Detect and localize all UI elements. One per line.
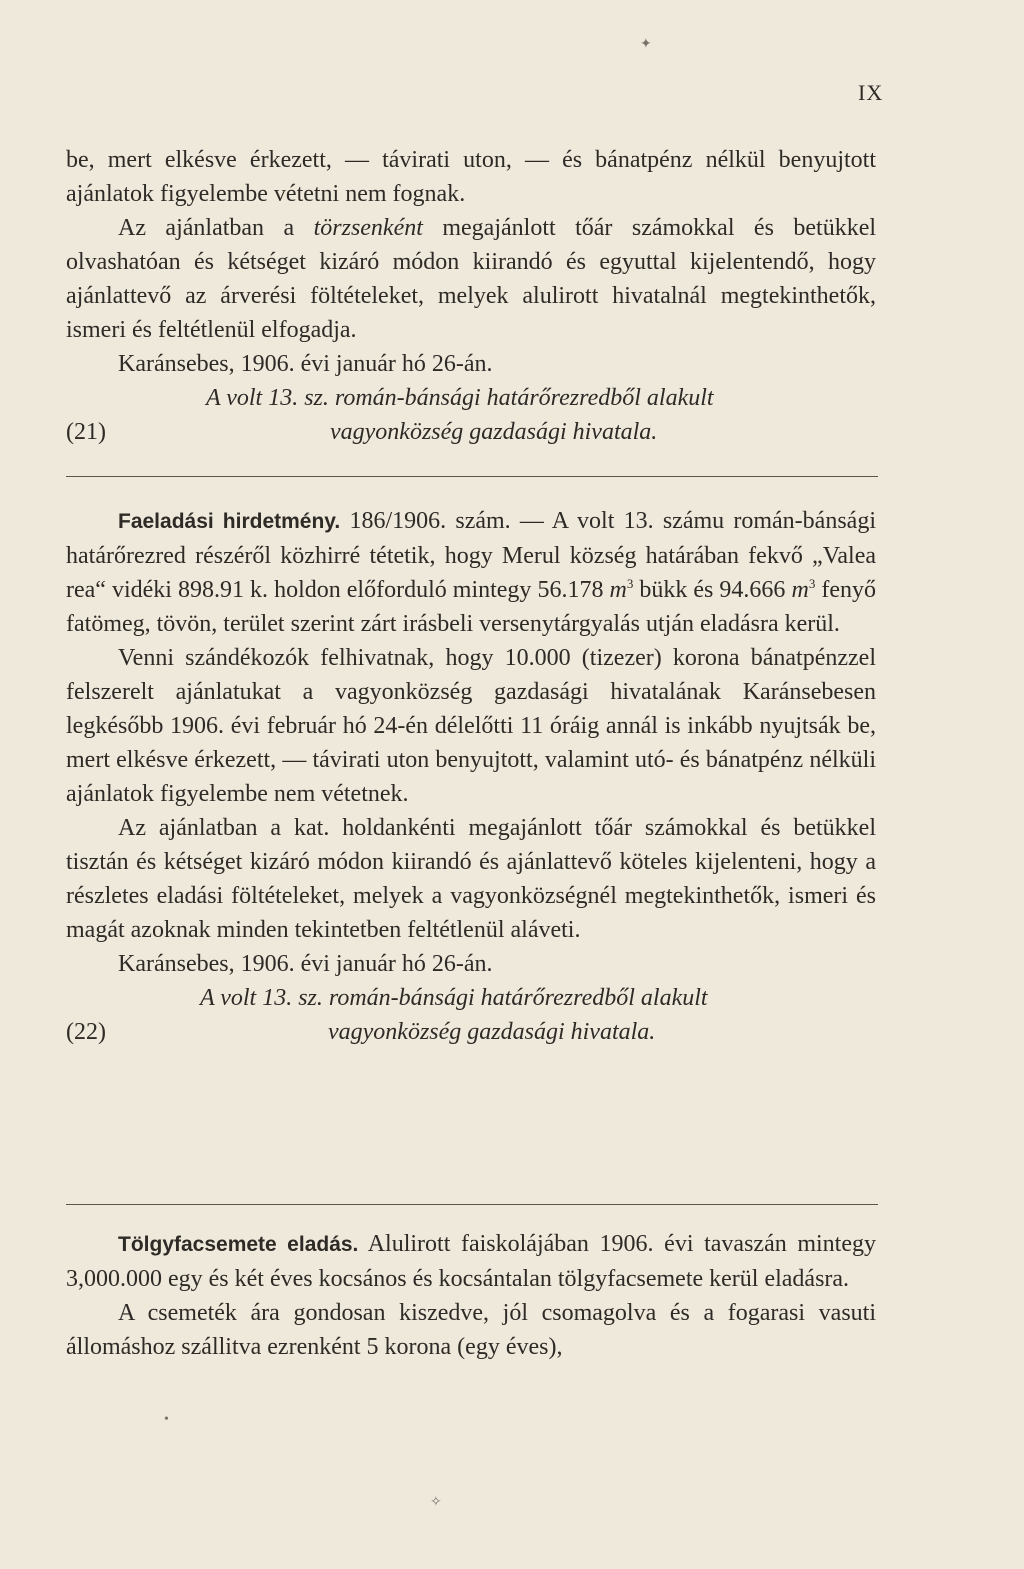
paragraph: Venni szándékozók felhivatnak, hogy 10.000 (tizezer) korona bánatpénzzel felszerelt ajánlatukat a vagyonközség gazdasági hivatalának Karánsebesen legkésőbb 1906. évi február hó 24-én délelőtti 11 óráig annál is inkább nyujtsák be, mert elkésve érkezett, — távirati uton benyujtott, valamint utó- és bánatpénz nélküli ajánlatok figyelembe nem vétetnek.: [66, 645, 876, 807]
paragraph: be, mert elkésve érkezett, — távirati uton, — és bánatpénz nélkül benyujtott ajánlatok figyelembe vétetni nem fognak.: [66, 147, 876, 207]
notice-number: (21): [66, 419, 106, 445]
section-3: [66, 1227, 876, 1364]
section-1: [66, 143, 876, 449]
paragraph: Faeladási hirdetmény. 186/1906. szám. — A volt 13. számu román-bánsági határőrezred részéről közhirré tétetik, hogy Merul község határában fekvő „Valea rea“ vidéki 898.91 k. holdon előforduló mintegy 56.178 $m^3$ bükk és 94.666 $m^3$ fenyő fatömeg, tövön, terület szerint zárt irásbeli versenytárgyalás utján eladásra kerül.: [66, 508, 876, 637]
paragraph: Tölgyfacsemete eladás. Alulirott faiskolájában 1906. évi tavaszán mintegy 3,000.000 egy és két éves kocsános és kocsántalan tölgyfacsemete kerül eladásra.: [66, 1231, 876, 1292]
notice-heading: Faeladási hirdetmény.: [118, 510, 341, 533]
notice-number: (22): [66, 1019, 106, 1045]
divider: [66, 476, 878, 477]
section-2: [66, 504, 876, 1049]
page-number: IX: [858, 80, 884, 105]
date-line: Karánsebes, 1906. évi január hó 26-án.: [118, 351, 493, 377]
ink-speck: •: [164, 1412, 169, 1427]
ink-speck: ✦: [640, 37, 652, 52]
emphasis: törzsenként: [313, 215, 423, 241]
signature-line-1: A volt 13. sz. román-bánsági határőrezredből alakult: [206, 385, 714, 411]
notice-heading: Tölgyfacsemete eladás.: [118, 1233, 359, 1256]
ink-speck: ✧: [430, 1495, 442, 1510]
paragraph: A csemeték ára gondosan kiszedve, jól csomagolva és a fogarasi vasuti állomáshoz szállitva ezrenként 5 korona (egy éves),: [66, 1300, 876, 1360]
signature-line-2: (22) vagyonközség gazdasági hivatala.: [66, 1015, 876, 1049]
paragraph: Az ajánlatban a kat. holdankénti megajánlott tőár számokkal és betükkel tisztán és kétséget kizáró módon kiirandó és ajánlattevő köteles kijelenteni, hogy a részletes eladási föltételeket, melyek a vagyonközségnél megtekinthetők, ismeri és magát azoknak minden tekintetben feltétlenül aláveti.: [66, 815, 876, 943]
paragraph: Az ajánlatban a törzsenként megajánlott tőár számokkal és betükkel olvashatóan és kétséget kizáró módon kiirandó és egyuttal kijelentendő, hogy ajánlattevő az árverési föltételeket, melyek alulirott hivatalnál megtekinthetők, ismeri és feltétlenül elfogadja.: [66, 215, 877, 343]
signature-line-1: A volt 13. sz. román-bánsági határőrezredből alakult: [200, 985, 708, 1011]
signature-line-2: (21) vagyonközség gazdasági hivatala.: [66, 415, 876, 449]
divider: [66, 1204, 878, 1205]
date-line: Karánsebes, 1906. évi január hó 26-án.: [118, 951, 493, 977]
